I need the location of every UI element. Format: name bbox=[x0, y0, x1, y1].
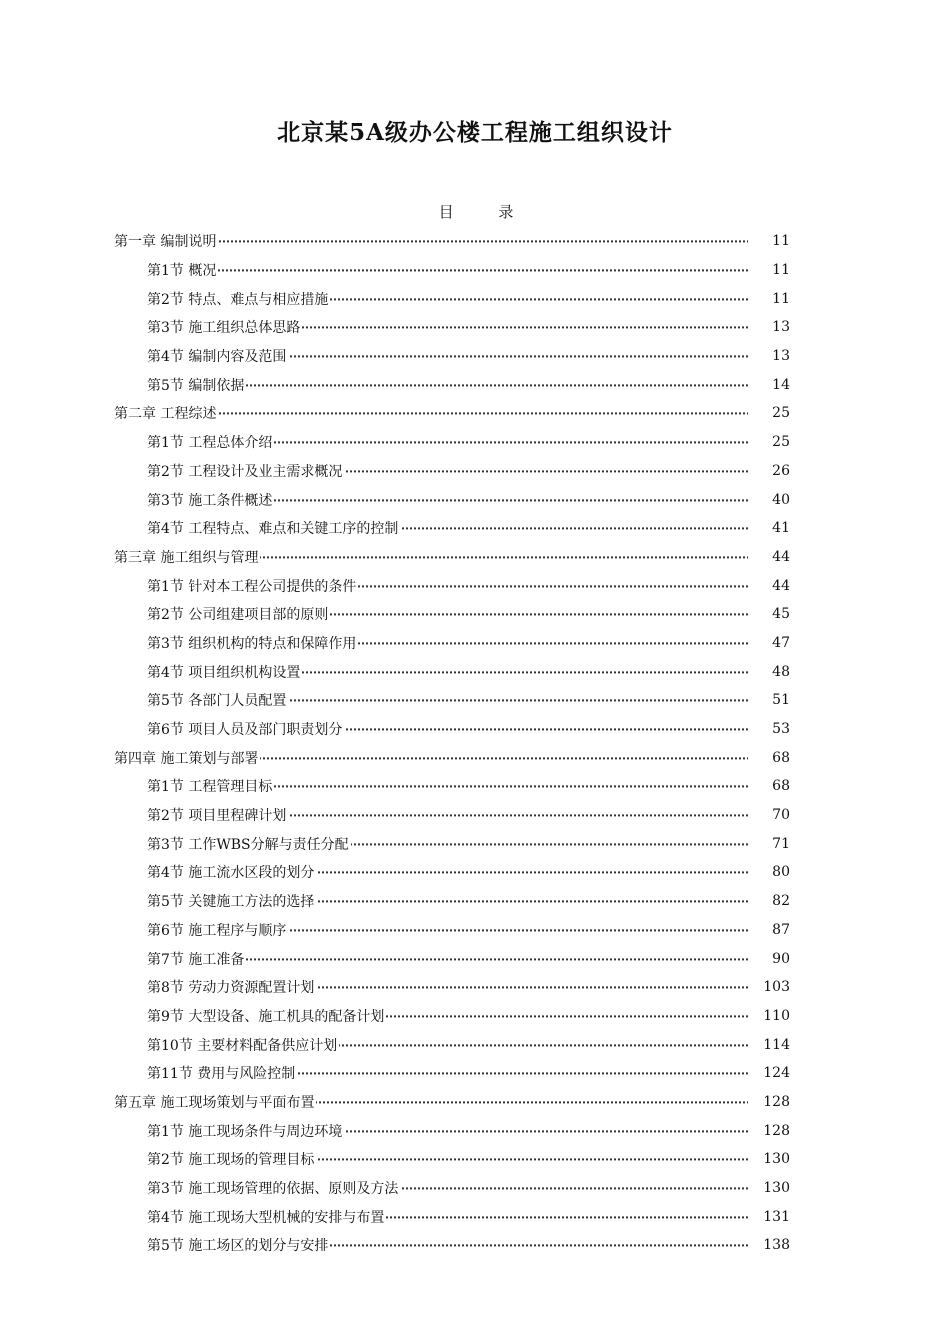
toc-page-number: 11 bbox=[748, 291, 790, 307]
toc-entry-label: 第10节 主要材料配备供应计划 bbox=[147, 1035, 339, 1055]
toc-entry-label: 第8节 劳动力资源配置计划 bbox=[147, 977, 316, 997]
toc-section-entry[interactable] bbox=[0, 1116, 950, 1145]
toc-section-entry[interactable] bbox=[0, 715, 950, 744]
toc-entry-label: 第五章 施工现场策划与平面布置 bbox=[114, 1092, 316, 1112]
toc-section-entry[interactable] bbox=[0, 772, 950, 801]
toc-page-number: 45 bbox=[748, 606, 790, 622]
toc-section-entry[interactable] bbox=[0, 485, 950, 514]
toc-page-number: 82 bbox=[748, 893, 790, 909]
toc-page-number: 103 bbox=[748, 979, 790, 995]
toc-section-entry[interactable] bbox=[0, 1202, 950, 1231]
toc-page-number: 11 bbox=[748, 233, 790, 249]
toc-entry-label: 第5节 施工场区的划分与安排 bbox=[147, 1235, 330, 1255]
toc-section-entry[interactable] bbox=[0, 1174, 950, 1203]
toc-page-number: 90 bbox=[748, 951, 790, 967]
toc-entry-label: 第3节 工作WBS分解与责任分配 bbox=[147, 834, 351, 854]
toc-page-number: 128 bbox=[748, 1094, 790, 1110]
toc-section-entry[interactable] bbox=[0, 657, 950, 686]
toc-section-entry[interactable] bbox=[0, 571, 950, 600]
toc-entry-label: 第四章 施工策划与部署 bbox=[114, 748, 260, 768]
toc-page-number: 70 bbox=[748, 807, 790, 823]
toc-page-number: 80 bbox=[748, 864, 790, 880]
toc-page-number: 124 bbox=[748, 1065, 790, 1081]
toc-section-entry[interactable] bbox=[0, 686, 950, 715]
toc-entry-label: 第1节 工程总体介绍 bbox=[147, 432, 274, 452]
toc-page-number: 14 bbox=[748, 377, 790, 393]
toc-page-number: 13 bbox=[748, 319, 790, 335]
toc-entry-label: 第4节 工程特点、难点和关键工序的控制 bbox=[147, 518, 400, 538]
toc-entry-label: 第3节 施工现场管理的依据、原则及方法 bbox=[147, 1178, 400, 1198]
toc-entry-label: 第9节 大型设备、施工机具的配备计划 bbox=[147, 1006, 386, 1026]
toc-page-number: 13 bbox=[748, 348, 790, 364]
toc-page-number: 48 bbox=[748, 664, 790, 680]
toc-entry-label: 第3节 施工组织总体思路 bbox=[147, 317, 302, 337]
toc-page-number: 130 bbox=[748, 1151, 790, 1167]
toc-section-entry[interactable] bbox=[0, 1030, 950, 1059]
toc-heading: 目 录 bbox=[438, 203, 534, 221]
toc-entry-label: 第5节 编制依据 bbox=[147, 375, 246, 395]
toc-entry-label: 第4节 编制内容及范围 bbox=[147, 346, 288, 366]
toc-section-entry[interactable] bbox=[0, 629, 950, 658]
dot-leader bbox=[120, 241, 784, 243]
toc-section-entry[interactable] bbox=[0, 916, 950, 945]
toc-entry-label: 第1节 施工现场条件与周边环境 bbox=[147, 1121, 344, 1141]
toc-entry-label: 第6节 施工程序与顺序 bbox=[147, 920, 288, 940]
toc-entry-label: 第2节 工程设计及业主需求概况 bbox=[147, 461, 344, 481]
toc-section-entry[interactable] bbox=[0, 801, 950, 830]
toc-section-entry[interactable] bbox=[0, 342, 950, 371]
toc-chapter-entry[interactable] bbox=[0, 543, 950, 572]
toc-page-number: 44 bbox=[748, 549, 790, 565]
toc-section-entry[interactable] bbox=[0, 1145, 950, 1174]
toc-entry-label: 第4节 项目组织机构设置 bbox=[147, 662, 302, 682]
toc-section-entry[interactable] bbox=[0, 944, 950, 973]
dot-leader bbox=[150, 269, 784, 271]
toc-page-number: 68 bbox=[748, 750, 790, 766]
toc-entry-label: 第一章 编制说明 bbox=[114, 231, 218, 251]
toc-page-number: 87 bbox=[748, 922, 790, 938]
toc-page-number: 41 bbox=[748, 520, 790, 536]
toc-section-entry[interactable] bbox=[0, 428, 950, 457]
toc-page-number: 51 bbox=[748, 692, 790, 708]
toc-chapter-entry[interactable] bbox=[0, 227, 950, 256]
toc-entry-label: 第4节 施工现场大型机械的安排与布置 bbox=[147, 1207, 386, 1227]
toc-page-number: 44 bbox=[748, 578, 790, 594]
toc-page-number: 53 bbox=[748, 721, 790, 737]
toc-chapter-entry[interactable] bbox=[0, 743, 950, 772]
toc-section-entry[interactable] bbox=[0, 370, 950, 399]
dot-leader bbox=[120, 413, 784, 415]
toc-entry-label: 第1节 工程管理目标 bbox=[147, 776, 274, 796]
toc-page-number: 26 bbox=[748, 463, 790, 479]
toc-entry-label: 第6节 项目人员及部门职责划分 bbox=[147, 719, 344, 739]
toc-entry-label: 第1节 针对本工程公司提供的条件 bbox=[147, 576, 358, 596]
toc-entry-label: 第二章 工程综述 bbox=[114, 403, 218, 423]
toc-page-number: 40 bbox=[748, 492, 790, 508]
toc-entry-label: 第3节 施工条件概述 bbox=[147, 490, 274, 510]
toc-section-entry[interactable] bbox=[0, 514, 950, 543]
toc-page-number: 130 bbox=[748, 1180, 790, 1196]
toc-page-number: 110 bbox=[748, 1008, 790, 1024]
toc-page-number: 11 bbox=[748, 262, 790, 278]
toc-entry-label: 第1节 概况 bbox=[147, 260, 218, 280]
toc-section-entry[interactable] bbox=[0, 313, 950, 342]
toc-page-number: 138 bbox=[748, 1237, 790, 1253]
toc-chapter-entry[interactable] bbox=[0, 399, 950, 428]
toc-page-number: 47 bbox=[748, 635, 790, 651]
toc-entry-label: 第2节 施工现场的管理目标 bbox=[147, 1149, 316, 1169]
toc-section-entry[interactable] bbox=[0, 600, 950, 629]
toc-section-entry[interactable] bbox=[0, 973, 950, 1002]
toc-page-number: 114 bbox=[748, 1037, 790, 1053]
toc-section-entry[interactable] bbox=[0, 1002, 950, 1031]
toc-entry-label: 第2节 公司组建项目部的原则 bbox=[147, 604, 330, 624]
toc-entry-label: 第5节 各部门人员配置 bbox=[147, 690, 288, 710]
toc-entry-label: 第2节 特点、难点与相应措施 bbox=[147, 289, 330, 309]
toc-section-entry[interactable] bbox=[0, 829, 950, 858]
toc-page-number: 71 bbox=[748, 836, 790, 852]
toc-section-entry[interactable] bbox=[0, 1231, 950, 1260]
toc-section-entry[interactable] bbox=[0, 256, 950, 285]
toc-page-number: 128 bbox=[748, 1123, 790, 1139]
toc-page-number: 131 bbox=[748, 1209, 790, 1225]
toc-entry-label: 第3节 组织机构的特点和保障作用 bbox=[147, 633, 358, 653]
toc-section-entry[interactable] bbox=[0, 887, 950, 916]
toc-section-entry[interactable] bbox=[0, 858, 950, 887]
toc-page-number: 68 bbox=[748, 778, 790, 794]
toc-entry-label: 第4节 施工流水区段的划分 bbox=[147, 862, 316, 882]
toc-section-entry[interactable] bbox=[0, 284, 950, 313]
toc-page-number: 25 bbox=[748, 434, 790, 450]
toc-entry-label: 第三章 施工组织与管理 bbox=[114, 547, 260, 567]
document-title: 北京某5A级办公楼工程施工组织设计 bbox=[277, 119, 673, 146]
toc-entry-label: 第5节 关键施工方法的选择 bbox=[147, 891, 316, 911]
toc-page-number: 25 bbox=[748, 405, 790, 421]
toc-section-entry[interactable] bbox=[0, 457, 950, 486]
toc-chapter-entry[interactable] bbox=[0, 1088, 950, 1117]
toc-entry-label: 第7节 施工准备 bbox=[147, 949, 246, 969]
table-of-contents bbox=[0, 227, 950, 1260]
toc-entry-label: 第11节 费用与风险控制 bbox=[147, 1063, 297, 1083]
toc-entry-label: 第2节 项目里程碑计划 bbox=[147, 805, 288, 825]
toc-section-entry[interactable] bbox=[0, 1059, 950, 1088]
